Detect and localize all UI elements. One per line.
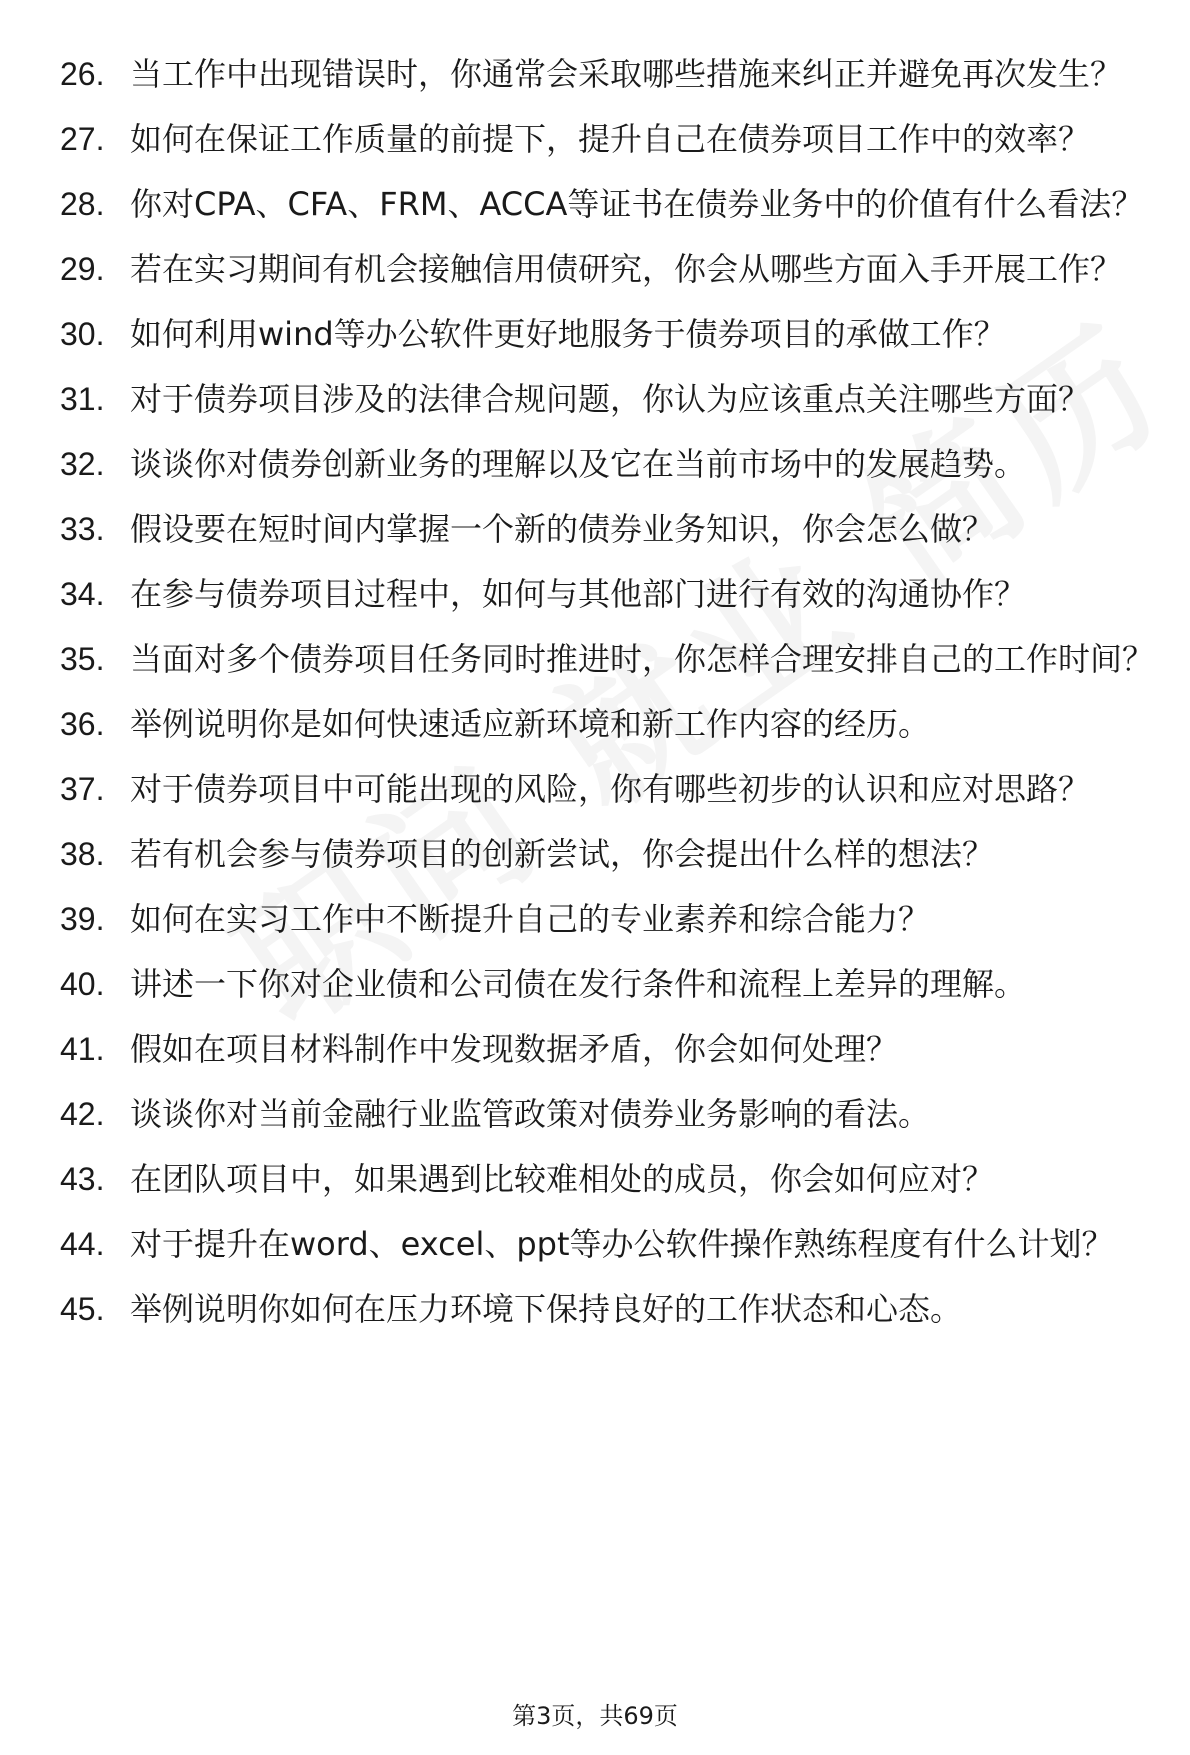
question-number: 32. xyxy=(60,446,105,482)
page-number: 第3页，共69页 xyxy=(512,1702,678,1730)
question-text: 举例说明你如何在压力环境下保持良好的工作状态和心态。 xyxy=(130,1290,963,1328)
question-number: 28. xyxy=(60,186,105,222)
question-text: 谈谈你对债券创新业务的理解以及它在当前市场中的发展趋势。 xyxy=(130,445,1027,483)
list-item xyxy=(60,1287,1160,1331)
question-text: 举例说明你是如何快速适应新环境和新工作内容的经历。 xyxy=(130,705,931,743)
question-number: 44. xyxy=(60,1226,105,1262)
question-text: 假设要在短时间内掌握一个新的债券业务知识，你会怎么做？ xyxy=(130,510,995,548)
list-item xyxy=(60,247,1160,291)
question-number: 31. xyxy=(60,381,105,417)
list-item xyxy=(60,377,1160,421)
list-item xyxy=(60,962,1160,1006)
question-number: 26. xyxy=(60,56,105,92)
question-number: 33. xyxy=(60,511,105,547)
question-text: 当工作中出现错误时，你通常会采取哪些措施来纠正并避免再次发生？ xyxy=(130,55,1123,93)
question-text: 你对CPA、CFA、FRM、ACCA等证书在债券业务中的价值有什么看法？ xyxy=(130,185,1144,223)
question-number: 30. xyxy=(60,316,105,352)
list-item xyxy=(60,117,1160,161)
list-item xyxy=(60,1157,1160,1201)
list-item xyxy=(60,572,1160,616)
question-text: 在参与债券项目过程中，如何与其他部门进行有效的沟通协作？ xyxy=(130,575,1027,613)
question-text: 若在实习期间有机会接触信用债研究，你会从哪些方面入手开展工作？ xyxy=(130,250,1123,288)
question-text: 如何在实习工作中不断提升自己的专业素养和综合能力？ xyxy=(130,900,931,938)
question-number: 34. xyxy=(60,576,105,612)
list-item xyxy=(60,507,1160,551)
question-number: 43. xyxy=(60,1161,105,1197)
question-number: 29. xyxy=(60,251,105,287)
question-text: 如何在保证工作质量的前提下，提升自己在债券项目工作中的效率？ xyxy=(130,120,1091,158)
list-item xyxy=(60,1027,1160,1071)
list-item xyxy=(60,897,1160,941)
question-text: 对于债券项目中可能出现的风险，你有哪些初步的认识和应对思路？ xyxy=(130,770,1091,808)
question-number: 27. xyxy=(60,121,105,157)
list-item xyxy=(60,702,1160,746)
question-text: 在团队项目中，如果遇到比较难相处的成员，你会如何应对？ xyxy=(130,1160,995,1198)
list-item xyxy=(60,1222,1160,1266)
question-text: 如何利用wind等办公软件更好地服务于债券项目的承做工作？ xyxy=(130,315,1006,353)
question-number: 42. xyxy=(60,1096,105,1132)
question-text: 对于提升在word、excel、ppt等办公软件操作熟练程度有什么计划？ xyxy=(130,1225,1114,1263)
question-text: 当面对多个债券项目任务同时推进时，你怎样合理安排自己的工作时间？ xyxy=(130,640,1155,678)
list-item xyxy=(60,442,1160,486)
question-text: 若有机会参与债券项目的创新尝试，你会提出什么样的想法？ xyxy=(130,835,995,873)
list-item xyxy=(60,637,1160,681)
question-number: 36. xyxy=(60,706,105,742)
question-number: 39. xyxy=(60,901,105,937)
list-item xyxy=(60,312,1160,356)
question-text: 对于债券项目涉及的法律合规问题，你认为应该重点关注哪些方面？ xyxy=(130,380,1091,418)
question-number: 38. xyxy=(60,836,105,872)
list-item xyxy=(60,1092,1160,1136)
question-text: 谈谈你对当前金融行业监管政策对债券业务影响的看法。 xyxy=(130,1095,931,1133)
list-item xyxy=(60,52,1160,96)
question-number: 37. xyxy=(60,771,105,807)
question-number: 45. xyxy=(60,1291,105,1327)
question-text: 假如在项目材料制作中发现数据矛盾，你会如何处理？ xyxy=(130,1030,899,1068)
question-number: 35. xyxy=(60,641,105,677)
question-text: 讲述一下你对企业债和公司债在发行条件和流程上差异的理解。 xyxy=(130,965,1027,1003)
list-item xyxy=(60,767,1160,811)
question-number: 41. xyxy=(60,1031,105,1067)
list-item xyxy=(60,832,1160,876)
question-list xyxy=(60,52,1160,1352)
list-item xyxy=(60,182,1160,226)
question-number: 40. xyxy=(60,966,105,1002)
